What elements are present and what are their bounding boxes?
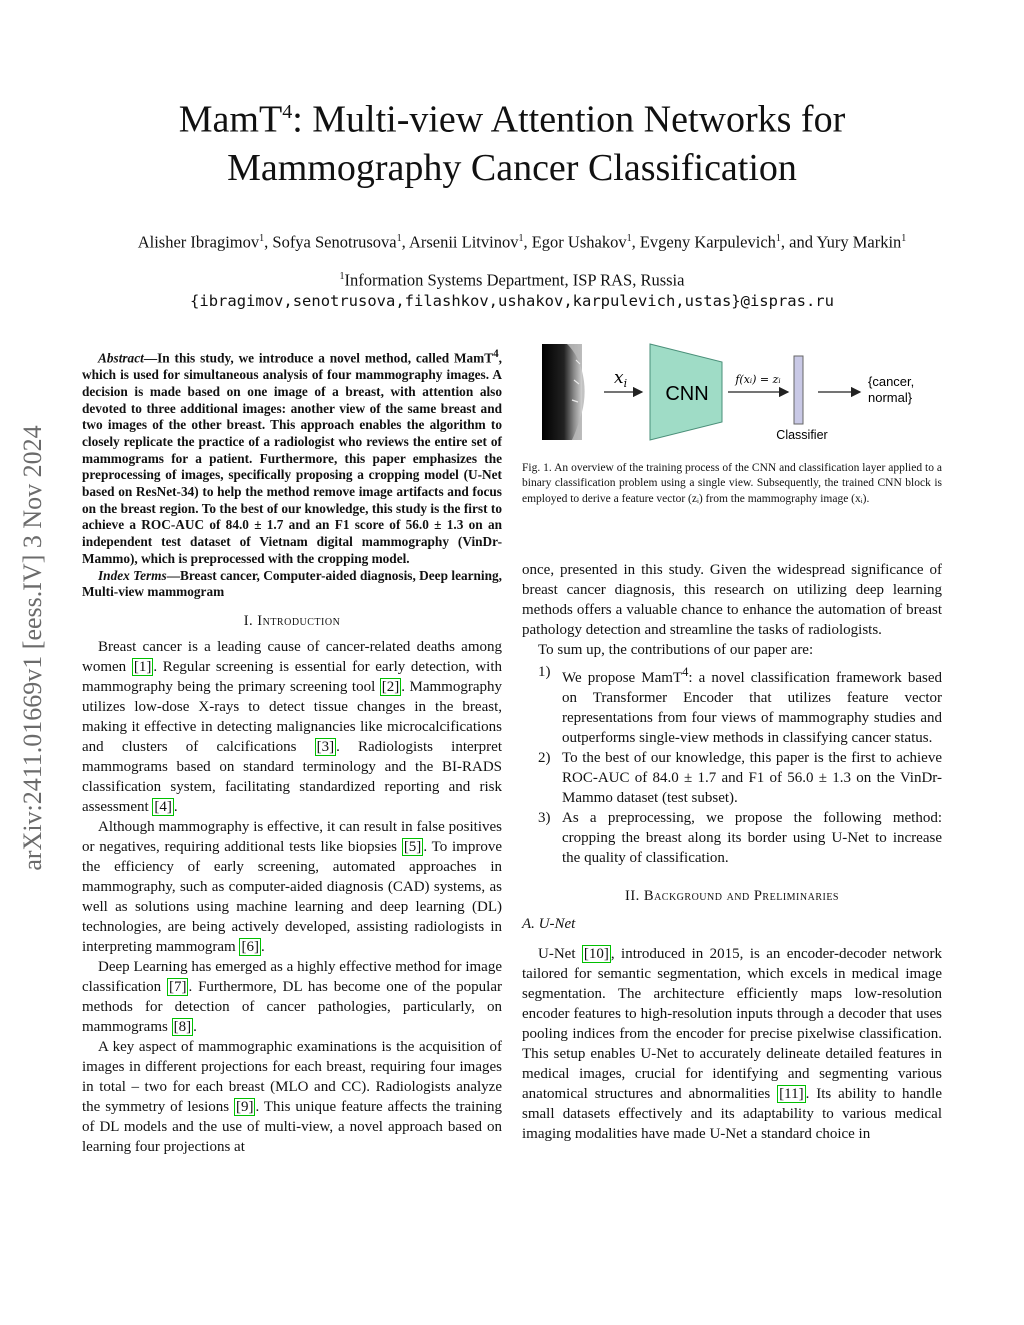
figure-1	[522, 340, 942, 460]
affiliation: $^1$Information Systems Department, ISP RAS, Russia	[339, 270, 685, 290]
author: Yury Markin	[816, 232, 902, 252]
intro-paragraph-1: Breast cancer is a leading cause of cancer-related deaths among women [1] . Regular screening is essential for early detection, with mammography being the primary screening tool [2] . Mammography utilizes low-dose X-rays to detect tissue changes in the breast, making it effective in detecting malignancies like microcalcifications and clusters of calcifications [3] . Radiologists interpret mammograms based on standard terminology and the BI-RADS classification system, facilitating standardized reporting and risk assessment [4] .	[82, 638, 502, 815]
left-column	[82, 346, 502, 1157]
title-line-1: MamT$^4$: Multi-view Attention Networks for	[178, 98, 846, 141]
author: Evgeny Karpulevich	[639, 232, 776, 252]
arxiv-identifier[interactable]: arXiv:2411.01669v1 [eess.IV] 3 Nov 2024	[18, 425, 47, 871]
intro-paragraph-4-continued: once, presented in this study. Given the widespread significance of breast cancer diagnosis, this research on utilizing deep learning methods offers a valuable chance to enhance the automation of breast pathology detection and streamline the tasks of radiologists.	[522, 562, 942, 638]
list-item: 2) To the best of our knowledge, this paper is the first to achieve ROC-AUC of 84.0 ± 1.7 and F1 of 56.0 ± 1.3 on the VinDr-Mammo dataset (test subset).	[538, 750, 942, 806]
index-terms: Index Terms—Breast cancer, Computer-aided diagnosis, Deep learning, Multi-view mammogram	[82, 567, 502, 600]
author-list: Alisher Ibragimov$^1$, Sofya Senotrusova$^1$, Arsenii Litvinov$^1$, Egor Ushakov$^1$, Evgeny Karpulevich$^1$, and Yury Markin$^1$	[137, 232, 907, 252]
author-emails[interactable]: {ibragimov,senotrusova,filashkov,ushakov,karpulevich,ustas}@ispras.ru	[190, 292, 834, 310]
list-item: 3) As a preprocessing, we propose the following method: cropping the breast along its border using U-Net to increase the quality of classification.	[538, 810, 942, 866]
citation-link[interactable]: [5]	[403, 838, 422, 855]
unet-paragraph: U-Net [10] , introduced in 2015, is an encoder-decoder network tailored for semantic segmentation, which excels in medical image segmentation. The architecture efficiently maps low-resolution encoder features to high-resolution inputs through a decoder that uses pooling indices from the encoder for precise pixelwise classification. This setup enables U-Net to accurately delineate detailed features in medical images, crucial for identifying and segmenting various anatomical structures and abnormalities [11] . Its ability to handle small datasets effectively and its adaptability to various medical imaging modalities have made U-Net a standard choice in	[522, 946, 942, 1142]
section-heading-introduction: I. Introduction	[243, 612, 341, 629]
cnn-label: CNN	[665, 383, 709, 405]
citation-link[interactable]: [6]	[241, 938, 259, 955]
citation-link[interactable]: [3]	[316, 738, 335, 755]
output-label: normal}	[868, 390, 913, 405]
citation-link[interactable]: [7]	[168, 978, 187, 995]
feature-label: f(xᵢ) = zᵢ	[735, 373, 781, 386]
output-label: {cancer,	[868, 374, 915, 389]
contributions-intro: To sum up, the contributions of our paper are:	[538, 642, 814, 658]
author: Egor Ushakov	[531, 232, 627, 252]
subsection-heading-unet: A. U-Net	[522, 916, 576, 932]
citation-link[interactable]: [11]	[779, 1086, 804, 1102]
citation-link[interactable]: [8]	[173, 1018, 192, 1035]
contribution-list	[522, 662, 942, 868]
list-item: 1) We propose MamT$^4$: a novel classification framework based on Transformer Encoder that utilizes feature vector representations from four views of mammography studies and outperforms single-view methods in classifying cancer status.	[538, 664, 942, 746]
mammogram-thumbnail	[542, 344, 582, 440]
author: Alisher Ibragimov	[137, 232, 260, 252]
figure-1-caption: Fig. 1. An overview of the training process of the CNN and classification layer applied to a binary classification problem using a single view. Subsequently, the trained CNN block is employed to derive a feature vector (zᵢ) from the mammography image (xᵢ).	[522, 462, 942, 505]
intro-paragraph-4: A key aspect of mammographic examinations is the acquisition of images in different projections for each breast, requiring four images in total – two for each breast (MLO and CC). Radiologists analyze the symmetry of lesions [9] . This unique feature affects the training of DL models and the use of multi-view, a novel approach based on learning four projections at	[82, 1038, 503, 1155]
section-heading-background: II. Background and Preliminaries	[624, 888, 839, 904]
input-label: $x_i$	[614, 368, 628, 390]
abstract: Abstract—In this study, we introduce a novel method, called MamT$^4$, which is used for simultaneous analysis of four mammography images. A decision is made based on one image of a breast, with attention also devoted to three additional images: another view of the same breast and two images of the other breast. This approach enables the algorithm to closely replicate the practice of a radiologist who reviews the entire set of mammograms for a patient. Furthermore, this paper emphasizes the preprocessing of images, specifically proposing a cropping model (U-Net based on ResNet-34) to help the method remove image artifacts and focus on the breast region. To the best of our knowledge, this study is the first to achieve a ROC-AUC of 84.0 ± 1.7 and an F1 score of 56.0 ± 1.3 on an independent test dataset of Vietnam digital mammography (VinDr-Mammo), which is preprocessed with the cropping model.	[82, 348, 502, 566]
title-line-2: Mammography Cancer Classification	[227, 146, 797, 189]
classifier-block	[794, 356, 803, 424]
figure-1-diagram	[522, 340, 942, 460]
right-column	[522, 560, 942, 1144]
citation-link[interactable]: [2]	[381, 678, 400, 695]
intro-paragraph-2: Although mammography is effective, it can result in false positives or negatives, requiring additional tests like biopsies [5] . To improve the efficiency of early screening, automated approaches in mammography, such as computer-aided diagnosis (CAD) systems, as well as solutions using machine learning and deep learning (DL) technologies, are being actively developed, assisting radiologists in interpreting mammogram [6] .	[82, 818, 502, 955]
citation-link[interactable]: [4]	[154, 798, 172, 815]
intro-paragraph-3: Deep Learning has emerged as a highly effective method for image classification [7] . Furthermore, DL has become one of the popular methods for detection of cancer pathologies, particularly, on mammograms [8] .	[82, 958, 503, 1035]
citation-link[interactable]: [9]	[235, 1098, 254, 1115]
author: Arsenii Litvinov	[408, 232, 519, 252]
author: Sofya Senotrusova	[272, 232, 397, 252]
paper-title	[100, 88, 924, 192]
classifier-label: Classifier	[776, 428, 828, 442]
citation-link[interactable]: [1]	[133, 658, 152, 675]
citation-link[interactable]: [10]	[583, 946, 609, 962]
